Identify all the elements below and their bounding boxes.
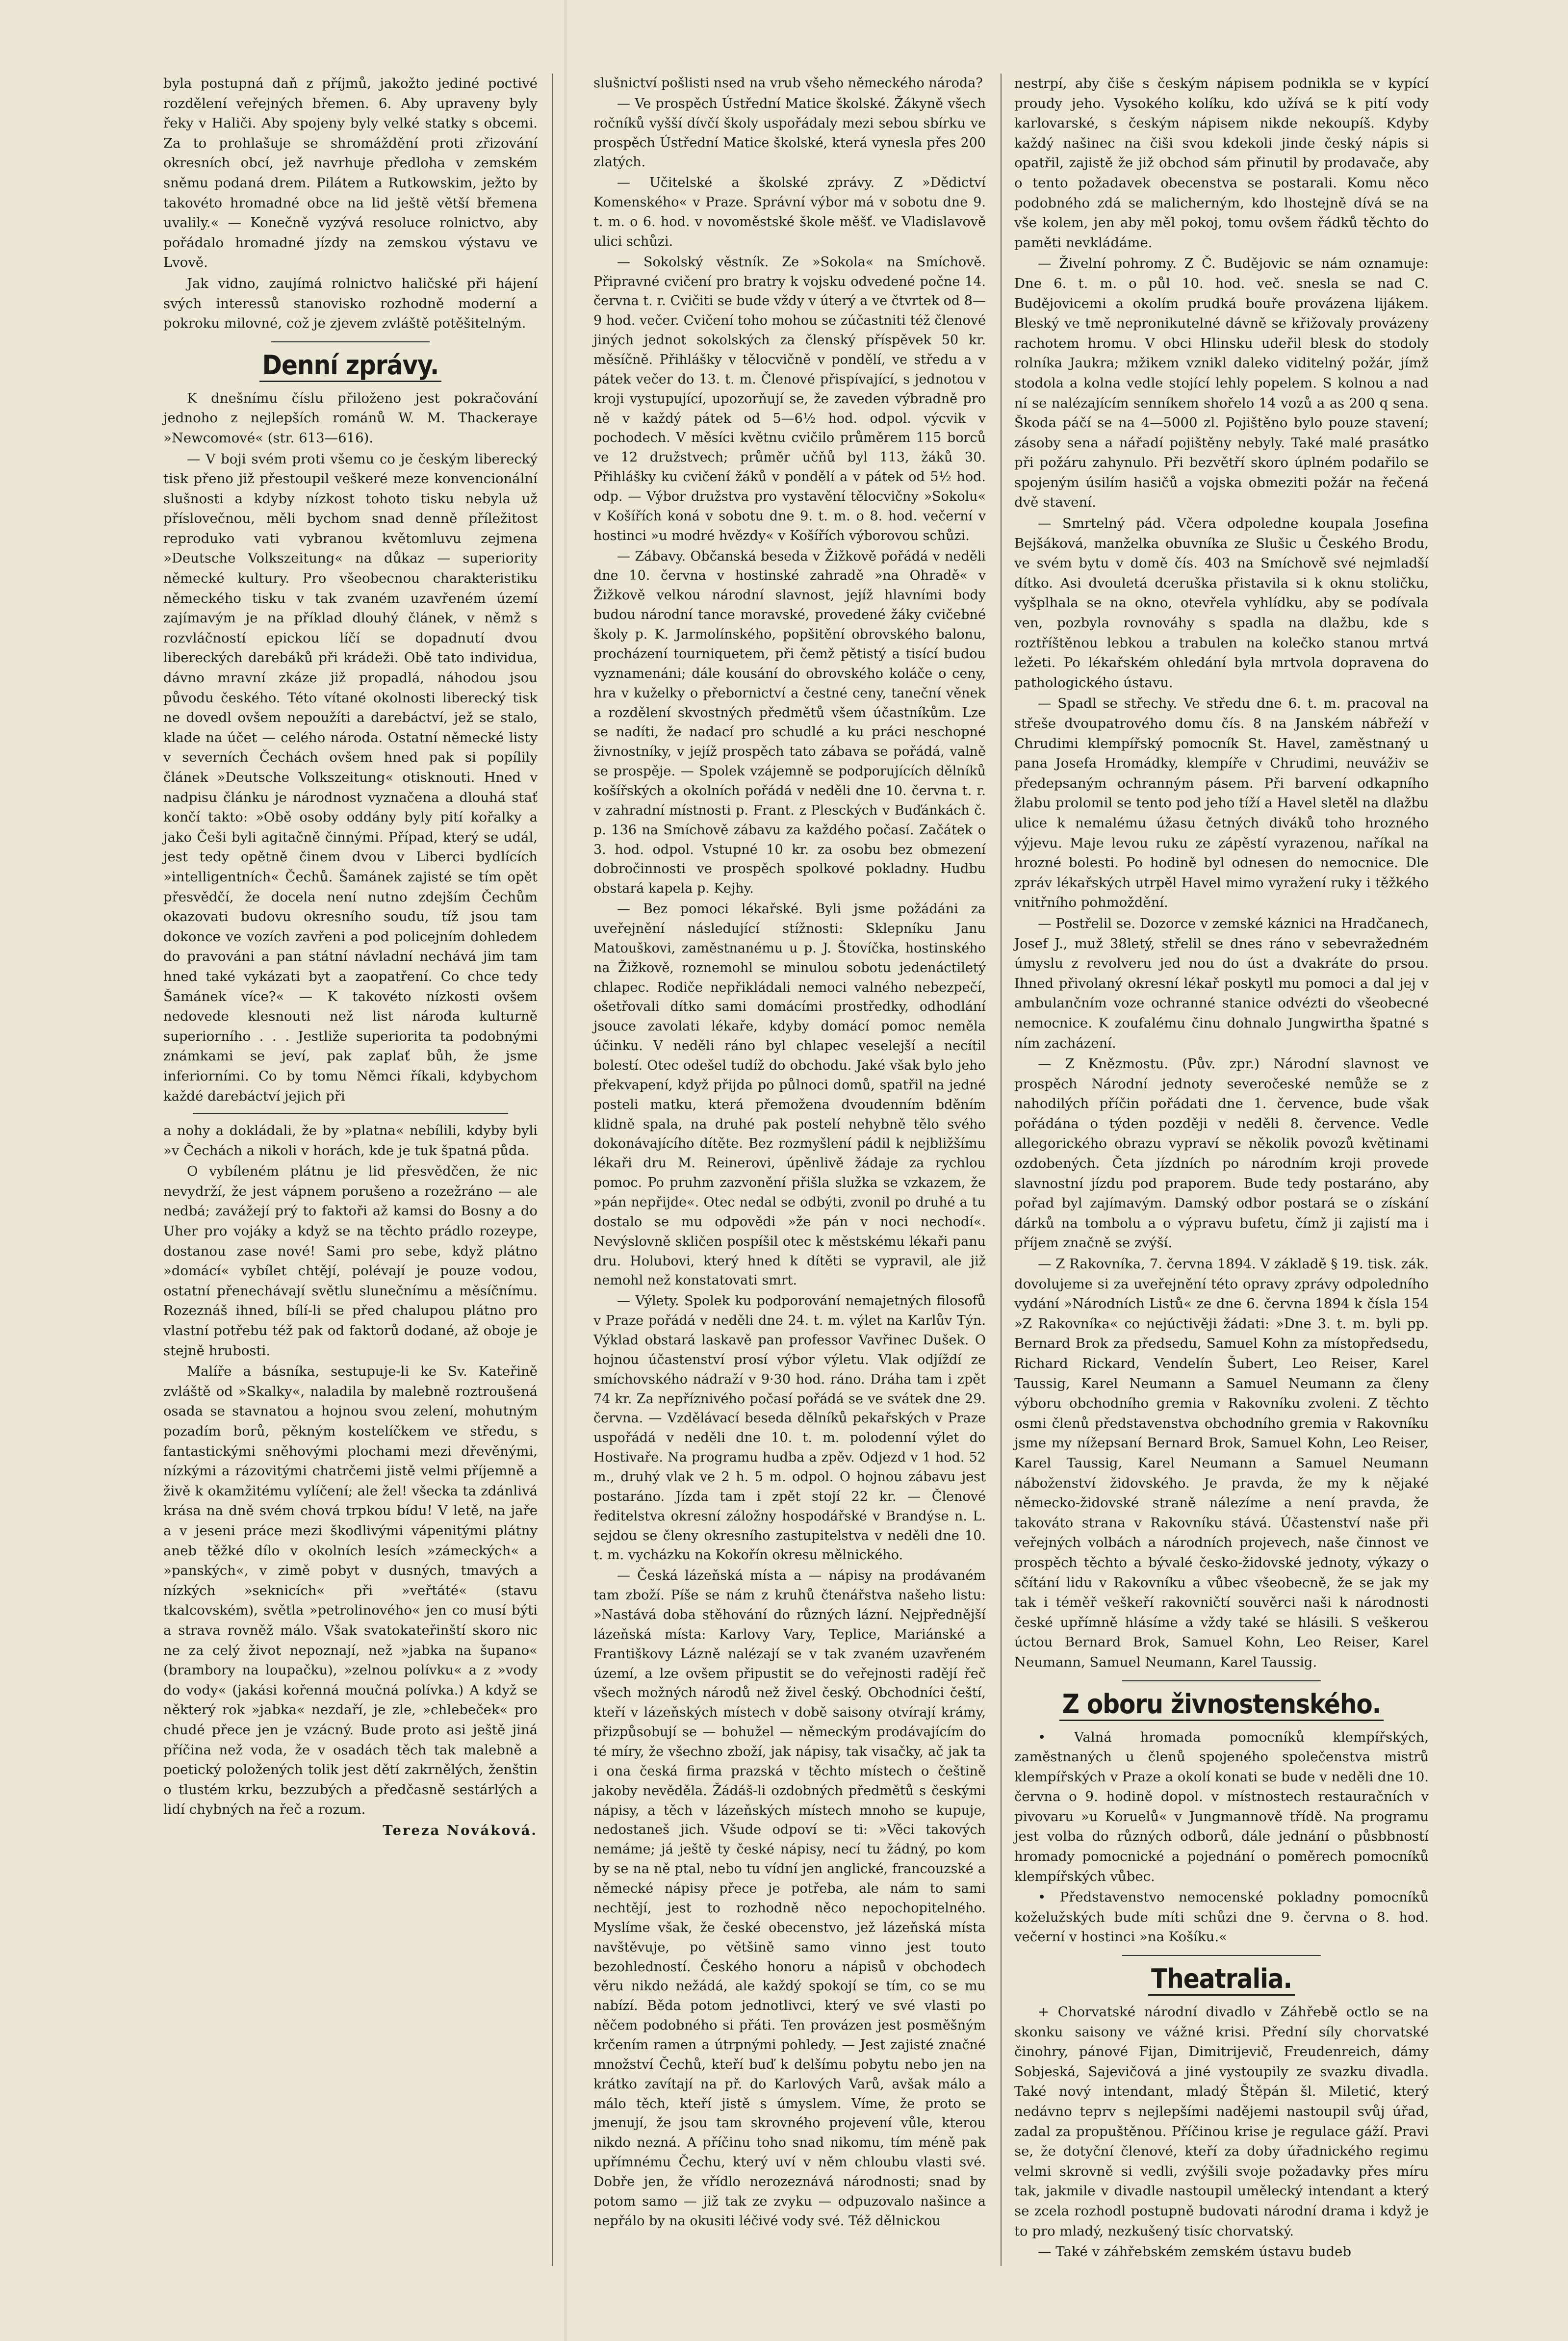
article-paragraph: — Živelní pohromy. Z Č. Budějovic se nám oznamuje: Dne 6. t. m. o půl 10. hod. več. snesla se nad C. Budějovicemi a okolím prudká bouře provázena lijákem. Bleský ve tmě nepronikutelné dávně se křižovaly provázeny rachotem hromu. V obci Hlinsku udeřil blesk do stodoly rolníka Jaukra; mžikem vznikl daleko viditelný požár, jímž stodola a kolna vedle stojící lehly popelem. S kolnou a nad ní se nalézajícím senníkem shořelo 14 vozů a as 200 q sena. Škoda páčí se na 4—5000 zl. Pojištěno bylo pouze stavení; zásoby sena a nářadí pojištěny nebyly. Také malé prasátko při požáru zahynulo. Při bezvětří skoro úplném podařilo se spojeným úsilím hasičů a vojska obmeziti požár na řečená dvě stavení. [1014,256,1429,511]
article-paragraph: Jak vidno, zaujímá rolnictvo haličské při hájení svých interessů stanovisko rozhodně moderní a pokroku milovné, což je zjevem zvláště potěšitelným. [163,275,538,332]
article-paragraph: O vybíleném plátnu je lid přesvědčen, že nic nevydrží, že jest vápnem porušeno a rozežráno — ale nedbá; zavážejí prý to faktoři až kamsi do Bosny a do Uher pro vojáky a když se na těchto prádlo rozeype, dostanou zase nové! Sami pro sebe, když plátno »domácí« vybílet chtějí, polévají je pouze vodou, ostatní přenechávají světlu slunečnímu a měsíčnímu. Rozeznáš ihned, bílí-li se před chalupou plátno pro vlastní potřebu též pak od faktorů dodané, až oboje je stejně hrubosti. [163,1163,538,1359]
article-paragraph: nestrpí, aby čiše s českým nápisem podnikla se v kypící proudy jeho. Vysokého kolíku, kdo užívá se k pití vody karlovarské, s českým nápisem nikde nekoupíš. Kdyby každý našinec na čiši svou kdekoli jinde český nápis si opatřil, zajistě že již obchod sám přinutil by prodavače, aby o tento požadavek obecenstva se postarali. Komu něco podobného zdá se malicherným, kdo lhostejně dívá se na vše kolem, jen aby měl pokoj, tomu ovšem řádků těchto do paměti nevkládáme. [1014,76,1429,251]
article-paragraph: — Také v záhřebském zemském ústavu budeb [1038,2244,1352,2260]
article-paragraph: slušnictví pošlisti nsed na vrub všeho německého národa? [593,76,983,91]
article-paragraph: — Zábavy. Občanská beseda v Žižkově pořádá v neděli dne 10. června v hostinské zahradě »na Ohradě« v Žižkově velkou národní slavnost, jejíž hlavními body budou národní tance moravské, provedené žáky cvičebné školy p. K. Jarmolínského, popšitění obrovského balonu, procházení tourniquetem, při čemž pětistý a tisící budou vyznamenáni; dále kousání do obrovského koláče o ceny, hra v kuželky o přebornictví a čestné ceny, taneční věnek a rozdělení skvostných předmětů všem účastníkům. Lze se nadíti, že nadací pro schudlé a ku práci neschopné živnostníky, v jejíž prospěch tato zábava se pořádá, valně se prospěje. — Spolek vzájemně se podporujících dělníků košířských a okolních pořádá v neděli dne 10. června t. r. v zahradní místnosti p. Frant. z Plesckých v Buďánkách č. p. 136 na Smíchově zábavu za každého počasí. Začátek o 3. hod. odpol. Vstupné 10 kr. za osobu bez obmezení dobročinnosti ve prospěch spolkové pokladny. Hudbu obstará kapela p. Kejhy. [593,548,986,897]
article-paragraph: K dnešnímu číslu přiloženo jest pokračování jednoho z nejlepších románů W. M. Thackeraye »Newcomové« (str. 613—616). [163,390,538,446]
article-paragraph: — Česká lázeňská místa a — nápisy na prodávaném tam zboží. Píše se nám z kruhů čtenářstva našeho listu: »Nastává doba stěhování do různých lázní. Nejpřednější lázeňská místa: Karlovy Vary, Teplice, Mariánské a Františkovy Lázně nalézají se v tak zvaném uzavřeném území, a lze ovšem připustit se do veřejnosti radějí řeč všech možných národů než živel český. Obchodníci čeští, kteří v lázeňských místech v době saisony otvírají krámy, přizpůsobují se — bohužel — německým prodávajícím do té míry, že všechno zboží, jak nápisy, tak visačky, ač jak ta i ona česká firma prazská v těchto místech o češtině jakoby nevěděla. Žádáš-li ozdobných předmětů s českými nápisy, a těch v lázeňských místech mnoho se kupuje, nedostaneš jich. Všude odpoví se ti: »Věci takových nemáme; já ještě ty české nápisy, necí tu žádný, po kom by se na ně ptal, nebo tu vídní jen anglické, francouzské a německé nápisy přece je potřeba, ale nám to sami nechtějí, jest to rozhodně něco nepochopitelného. Myslíme však, že české obecenstvo, jež lázeňská místa navštěvuje, po většině samo vinno jest touto bezohledností. Českého honoru a nápisů v obchodech věru nikdo nežádá, ale každý spokojí se tím, co se mu nabízí. Běda potom jednotlivci, který ve své vlasti po něčem podobného si přáti. Ten provázen jest posměšným krčením ramen a útrpnými pohledy. — Jest zajisté značné množství Čechů, kteří buď k delšímu pobytu nebo jen na krátko zavítají na př. do Karlových Varů, avšak málo a málo těch, kteří jistě s úmyslem. Víme, že proto se jmenují, že jsou tam skrovného projevení vůle, kterou nikdo nezná. A příčinu toho snad nikomu, tím méně pak upřímnému Čechu, který uví v něm chloubu vlasti své. Dobře jen, že vřídlo nerozeznává národnosti; snad by potom samo — již tak ze zvyku — odpuzovalo našince a nepřálo by na okusiti léčivé vody své. Též dělnickou [593,1568,986,2229]
section-divider [193,1113,508,1114]
article-paragraph: — Smrtelný pád. Včera odpoledne koupala Josefina Bejšáková, manželka obuvníka ze Slušic u Českého Brodu, ve svém bytu v domě čís. 403 na Smíchově své nejmladší dítko. Asi dvouletá dceruška přistavila si k oknu stoličku, vyšplhala se na okno, otevřela vyhlídku, aby se podívala ven, pozbyla rovnováhy s spadla na dlažbu, kde s roztříštěnou lebkou a trabulen na kolečko stanou mrtvá ležeti. Po lékařském ohledání byla mrtvola dopravena do pathologického ústavu. [1014,515,1429,691]
section-divider [1122,1680,1321,1681]
column-rule-left [552,74,553,2266]
article-paragraph: byla postupná daň z příjmů, jakožto jediné poctivé rozdělení veřejných břemen. 6. Aby upraveny byly řeky v Haliči. Aby spojeny byly velké statky s obcemi. Za to prohlašuje se shromáždění proti zřizování okresních obcí, jež navrhuje předloha v zemském sněmu podaná drem. Pilátem a Rutkowskim, ježto by takovéto hromadné obce na lid ještě větší břemena uvalily.« — Konečně vyzývá resoluce rolnictvo, aby pořádalo hromadné jízdy na zemskou výstavu ve Lvově. [163,76,538,271]
section-heading-text: Theatralia. [1148,1963,1295,1996]
article-paragraph: a nohy a dokládali, že by »platna« nebílili, kdyby byli »v Čechách a nikoli v horách, kde je tuk špatná půda. [163,1123,538,1158]
section-heading-text: Denní zprávy. [259,350,442,382]
article-paragraph: — Spadl se střechy. Ve středu dne 6. t. m. pracoval na střeše dvoupatrového domu čís. 8 na Janském nábřeží v Chrudimi klempířský pomocník St. Havel, zaměstnaný u pana Josefa Hromádky, klempíře v Chrudimi, neuváživ se předepsaným ochranným pásem. Při barvení odkapního žlabu prolomil se tento pod jeho tíží a Havel sletěl na dlažbu ulice k nemalému úžasu četných diváků toho hrozného výjevu. Maje levou ruku ze zápěstí vyrazenou, naříkal na hrozné bolesti. Po hodině byl odnesen do nemocnice. Dle zpráv lékařských utrpěl Havel mimo vyražení ruky i těžkého vnitřního pohmoždění. [1014,695,1429,911]
section-heading [1014,1689,1429,1720]
page-fold-shadow [564,0,567,2341]
article-paragraph: — Výlety. Spolek ku podporování nemajetných filosofů v Praze pořádá v neděli dne 24. t. m. výlet na Karlův Týn. Výklad obstará laskavě pan professor Vavřinec Dušek. O hojnou účastenství prosí výbor výletu. Vlak odjíždí ze smíchovského nádraží v 9·30 hod. ráno. Dráha tam i zpět 74 kr. Za nepříznivého počasí pořádá se ve svátek dne 29. června. — Vzdělávací beseda dělníků pekařských v Praze uspořádá v neděli dne 10. t. m. polodenní výlet do Hostivaře. Na programu hudba a zpěv. Odjezd v 1 hod. 52 m., druhý vlak ve 2 h. 5 m. odpol. O hojnou zábavu jest postaráno. Jízda tam i zpět stojí 22 kr. — Členové ředitelstva okresní záložny hospodářské v Brandýse n. L. sejdou se členy okresního zastupitelstva v neděli dne 10. t. m. vycházku na Kokořín okresu mělnického. [593,1293,986,1563]
article-paragraph: — Z Knězmostu. (Pův. zpr.) Národní slavnost ve prospěch Národní jednoty severočeské nemůže se z nahodilých příčin pořádati dne 1. července, bude však pořádána o týden později v neděli 8. července. Vedle allegorického obrazu vypraví se několik povozů květinami ozdobených. Četa jízdních po národním kroji provede slavnostní jízdu pod praporem. Bude tedy postaráno, aby pořad byl zajímavým. Damský odbor postará se o získání dárků na tombolu a o výpravu bufetu, čímž ji zajistí ma i příjem značně se zvýší. [1014,1056,1429,1251]
article-paragraph: — Učitelské a školské zprávy. Z »Dědictví Komenského« v Praze. Správní výbor má v sobotu dne 9. t. m. o 6. hod. v novoměstské škole měšť. ve Vladislavově ulici schůzi. [593,175,986,249]
column-3 [1014,74,1429,2263]
column-2 [593,74,986,2232]
article-paragraph: — Bez pomoci lékařské. Byli jsme požádáni za uveřejnění následující stížnosti: Sklepníku Janu Matouškovi, zaměstnanému u p. J. Štovíčka, hostinského na Žižkově, roznemohl se minulou sobotu jedenáctiletý chlapec. Rodiče nepřikládali nemoci valného nebezpečí, ošetřovali dítko sami domácími prostředky, odhodlání jsouce zavolati lékaře, kdyby domácí pomoc neměla účinku. V neděli ráno byl chlapec veselejší a necítil bolestí. Otec odešel tudíž do obchodu. Jaké však bylo jeho překvapení, když přijda po půlnoci domů, spatřil na jedné posteli matku, která přemožena dvoudenním bděním klidně spala, na druhé pak postelí nehybně tělo svého dokonávajícího dítěte. Bez rozmyšlení pádil k nejbližšímu lékaři dru M. Reinerovi, úpěnlivě žádaje za rychlou pomoc. Po pruhm zazvonění přišla služka se vzkazem, že »pán nepřijde«. Otec nedal se odbýti, zvonil po druhé a tu dostalo se mu odpovědi »že pán v noci nechodí«. Nevýslovně skličen pospíšil otec k městskému lékaři panu dru. Holubovi, který hned k dítěti se vypravil, ale již nemohl než konstatovati smrt. [593,901,986,1288]
article-paragraph: — Postřelil se. Dozorce v zemské káznici na Hradčanech, Josef J., muž 38letý, střelil se dnes ráno v sebevražedném úmyslu z revolveru jed nou do úst a dvakráte do prsou. Ihned přivolaný okresní lékař poskytl mu pomoci a dal jej v ambulančním voze ochranné stanice odvézti do všeobecné nemocnice. K zoufalému činu dohnalo Jungwirtha špatné s ním zacházení. [1014,915,1429,1051]
article-signature: Tereza Nováková. [383,1822,538,1838]
article-paragraph: Malíře a básníka, sestupuje-li ke Sv. Kateřině zvláště od »Skalky«, naladila by malebně roztroušená osada se stavnatou a hojnou svou zelení, mohutným pozadím borů, pěkným kostelíčkem ve středu, s fantastickými sněhovými plochami mezi dřevěnými, nízkými a rázovitými chatrčemi jistě velmi příjemně a živě k okamžitému vylíčení; ale žel! všecka ta zdánlivá krása na dně svém chová trpkou bídu! V letě, na jaře a v jeseni práce mezi škodlivými vápenitými plátny aneb těžké dílo v okolních lesích »zámeckých« a »panských«, v zimě pobyt v dusných, tmavých a nízkých »seknicích« při »veřtáté« (stavu tkalcovském), světla »petrolinového« jen co musí býti a strava rovněž málo. Však svatokateřinští skoro nic ne za celý život nepoznají, než »jabka na šupano« (brambory na loupačku), »zelnou polívku« a z »vody do vody« (jakási kořenná moučná polívka.) A když se některý rok »jabka« nezdaří, je zle, »chlebeček« pro chudé přece jen je vzácný. Bude proto asi ještě jiná příčina než voda, že v osadách těch tak malebně a poetický položených tolik jest dětí zakrnělých, ženštin o tlustém krku, bezzubých a předčasně sestárlých a lidí chybných na řeč a rozum. [163,1363,538,1818]
section-divider [271,341,430,342]
article-paragraph: — Z Rakovníka, 7. června 1894. V základě § 19. tisk. zák. dovolujeme si za uveřejnění této opravy zprávy odpoledního vydání »Národních Listů« ze dne 6. června 1894 k čísla 154 »Z Rakovníka« co nejúctivěji žádati: »Dne 3. t. m. byli pp. Bernard Brok za předsedu, Samuel Kohn za místopředsedu, Richard Rickard, Vendelín Šubert, Leo Reiser, Karel Taussig, Karel Neumann a Samuel Neumann za členy výboru obchodního gremia v Rakovníku zvoleni. Z těchto osmi členů představenstva obchodního gremia v Rakovníku jsme my nížepsaní Bernard Brok, Samuel Kohn, Leo Reiser, Karel Taussig, Karel Neumann a Samuel Neumann náboženství židovského. Je pravda, že my k nějaké německo-židovské straně nálezíme a není pravda, že takováto strana v Rakovníku stává. Účastenství naše při veřejných volbách a národních projevech, naše činnost ve prospěch těchto a bývalé česko-židovské jednoty, výkazy o sčítání lidu v Rakovníku a vůbec všeobecně, že se jak my tak i téměř veškeří rakovničtí souvěrci naši k národnosti české upřímně hlásíme a vždy také se hlásili. S veškerou úctou Bernard Brok, Samuel Kohn, Leo Reiser, Karel Neumann, Samuel Neumann, Karel Taussig. [1014,1256,1429,1670]
article-paragraph: — V boji svém proti všemu co je českým liberecký tisk přeno již přestoupil veškeré meze konvencionální slušnosti a kdyby nízkost tohoto tisku nebyla už příslovečnou, měli bychom snad denně příležitost reproduko vati vybranou květomluvu zejmena »Deutsche Volkszeitung« na důkaz — superiority německé kultury. Pro všeobecnou charakteristiku německého tisku v tak zvaném uzavřeném území zajímavým je na příklad dlouhý článek, v němž s rozvláčností epickou líčí se dopadnutí dvou libereckých darebáků při krádeži. Obě tato individua, dávno mravní zkáze již propadlá, náhodou jsou původu českého. Této vítané okolnosti liberecký tisk ne dovedl ovšem nepoužíti a darebáctví, jež se stalo, klade na účet — celého národa. Ostatní německé listy v severních Čechách ovšem hned pak si popílily článek »Deutsche Volkszeitung« otisknouti. Hned v nadpisu článku je národnost vyznačena a dlouhá stať končí takto: »Obě osoby oddány byly pití kořalky a jako Češi byli agitačně činnými. Případ, který se udál, jest tedy opětně činem dvou v Liberci bydlících »intelligentních« Čechů. Šamánek zajisté se tím opět přesvědčí, že docela není nutno zdejším Čechům okazovati budovu okresního soudu, tíž jsou tam dokonce ve vozích zavřeni a pod policejním dohledem do pravováni a pan státní návladní nechává jim tam hned také vykázati byt a zaopatření. Co chce tedy Šamánek více?« — K takovéto nízkosti ovšem nedovede klesnouti než list národa kulturně superiorního . . . Jestliže superiorita ta podobnými známkami se jeví, pak zaplať bůh, že jsme inferiorními. Co by tomu Němci říkali, kdybychom každé darebáctví jejich při [163,451,538,1104]
article-paragraph: • Představenstvo nemocenské pokladny pomocníků koželužských bude míti schůzi dne 9. června o 8. hod. večerní v hostinci »na Košíku.« [1014,1889,1429,1945]
article-paragraph: + Chorvatské národní divadlo v Záhřebě octlo se na skonku saisony ve vážné krisi. Přední síly chorvatské činohry, pánové Fijan, Dimitrijevič, Freudenreich, dámy Sobjeská, Sajevičová a jiné vystoupily ze svazku divadla. Také nový intendant, mladý Štěpán šl. Miletić, který nedávno teprv s nejlepšími nadějemi nastoupil svůj úřad, zadal za propuštěnou. Příčinou krise je regulace gáží. Pravi se, že dotyční členové, kteří za doby úřadnického regimu velmi skrovně si vedli, zvýšili svoje požadavky přes míru tak, jakmile v divadle nastoupil umělecký intendant a který se zcela rozhodl postupně budovati národní drama i když je to pro mladý, nezkušený tisíc chorvatský. [1014,2004,1429,2239]
section-heading-text: Z oboru živnostenského. [1059,1689,1384,1721]
article-paragraph: — Ve prospěch Ústřední Matice školské. Žákyně všech ročníků vyšší dívčí školy uspořádaly mezi sebou sbírku ve prospěch Ústřední Matice školské, která vynesla přes 200 zlatých. [593,96,986,170]
article-paragraph: • Valná hromada pomocníků klempířských, zaměstnaných u členů spojeného společenstva mistrů klempířských v Praze a okolí konati se bude v neděli dne 10. června o 9. hodině dopol. v místnostech restauračních v pivovaru »u Koruelů« v Jungmannově třídě. Na programu jest volba do různých odborů, dále jednání o půsbbností hromady pomocnické a pojednání o poměrech pomocníků klempířských vůbec. [1014,1729,1429,1884]
section-heading [1014,1964,1429,1994]
section-heading [163,350,538,381]
column-rule-right [1001,74,1002,2266]
article-paragraph: — Sokolský věstník. Ze »Sokola« na Smíchově. Připravné cvičení pro bratry k vojsku odvedené počne 14. června t. r. Cvičiti se bude vždy v úterý a ve čtvrtek od 8—9 hod. večer. Cvičení toho mohou se zúčastniti též členové jiných jednot sokolských za členský příspěvek 50 kr. měsíčně. Přihlášky v tělocvičně v pondělí, ve středu a v pátek večer do 13. t. m. Členové přispívající, s jednotou v kroji vystupující, upozorňují se, že zaveden výbradně pro ně v každý pátek od 5—6½ hod. odpol. výcvik v pochodech. V měsíci květnu cvičilo průměrem 115 borců ve 12 družstvech; průměr učňů byl 113, žáků 30. Přihlášky ku cvičení žáků v pondělí a v pátek od 5½ hod. odp. — Výbor družstva pro vystavění tělocvičny »Sokolu« v Košířích koná v sobotu dne 9. t. m. o 8. hod. večerní v hostinci »u modré hvězdy« v Košířích výborovou schůzi. [593,254,986,543]
section-divider [1122,1955,1321,1956]
column-1 [163,74,538,1841]
